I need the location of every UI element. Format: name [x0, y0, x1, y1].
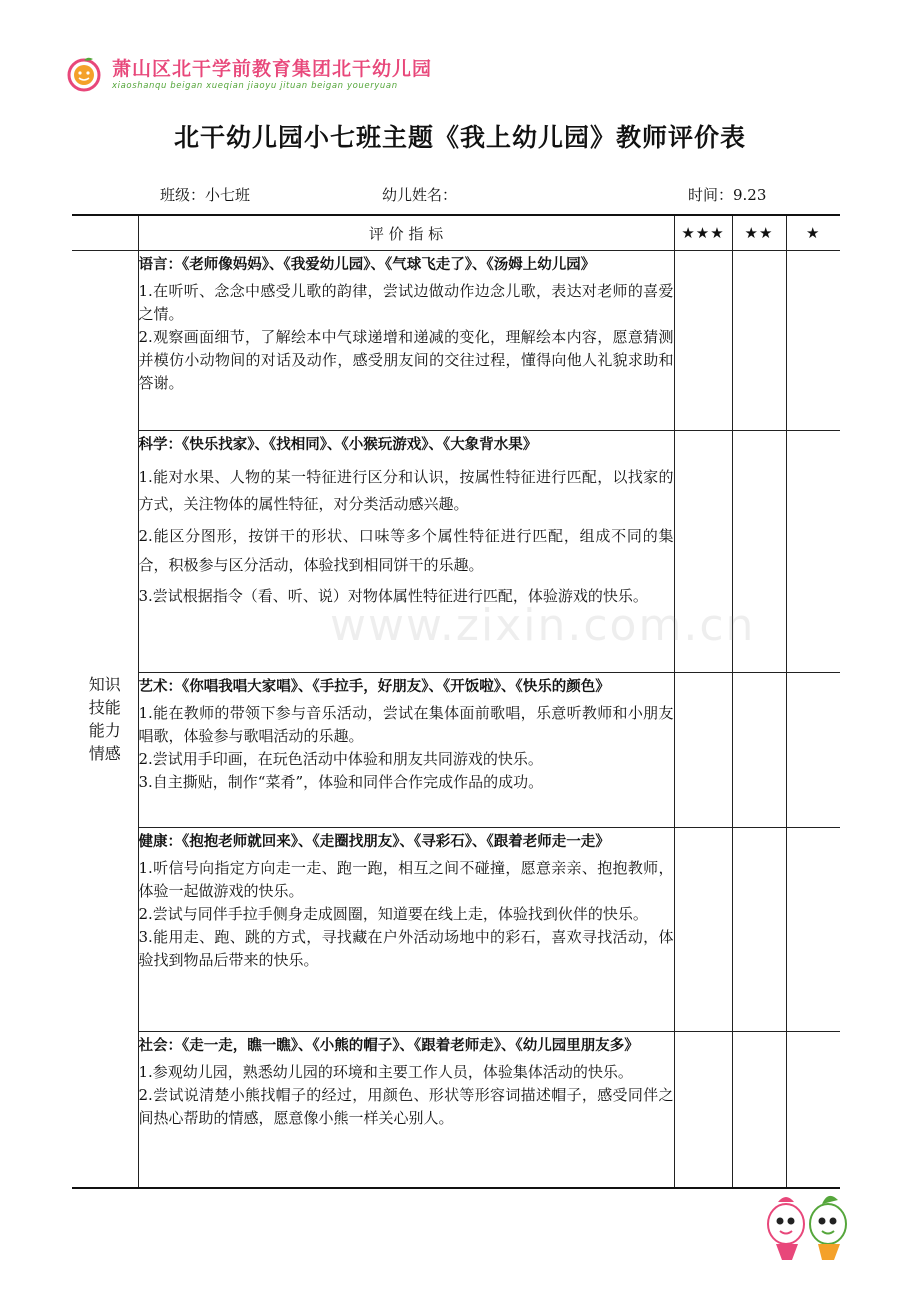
org-name: 萧山区北干学前教育集团北干幼儿园	[112, 58, 433, 80]
header-blank-cell	[72, 215, 138, 251]
rating-cell-2[interactable]	[732, 251, 786, 431]
time-label: 时间：9.23	[688, 186, 767, 204]
rating-cell-2[interactable]	[732, 828, 786, 1032]
indicator-header: 评 价 指 标	[138, 215, 674, 251]
rating-cell-3[interactable]	[674, 673, 732, 828]
indicator-item: 2.观察画面细节，了解绘本中气球递增和递减的变化，理解绘本内容，愿意猜测并模仿小动物间的对话及动作，感受朋友间的交往过程，懂得向他人礼貌求助和答谢。	[138, 328, 674, 392]
indicator-item: 1.听信号向指定方向走一走、跑一跑，相互之间不碰撞，愿意亲亲、抱抱教师，体验一起做游戏的快乐。	[138, 859, 674, 900]
rating-cell-2[interactable]	[732, 673, 786, 828]
indicator-cell	[138, 673, 674, 828]
indicator-cell	[138, 431, 674, 673]
indicator-item: 3.自主撕贴，制作“菜肴”，体验和同伴合作完成作品的成功。	[138, 773, 544, 791]
subject-heading: 艺术：《你唱我唱大家唱》、《手拉手，好朋友》、《开饭啦》、《快乐的颜色》	[138, 679, 610, 695]
indicator-item: 1.参观幼儿园，熟悉幼儿园的环境和主要工作人员，体验集体活动的快乐。	[138, 1063, 633, 1081]
side-label-line: 能力	[88, 720, 121, 740]
two-star-header: ★★	[732, 215, 786, 251]
indicator-item: 2.尝试与同伴手拉手侧身走成圆圈，知道要在线上走，体验找到伙伴的快乐。	[138, 905, 648, 923]
rating-cell-1[interactable]	[786, 1032, 840, 1188]
page-title: 北干幼儿园小七班主题《我上幼儿园》教师评价表	[173, 123, 746, 152]
indicator-item: 2.能区分图形，按饼干的形状、口味等多个属性特征进行匹配，组成不同的集合，积极参与区分活动，体验找到相同饼干的乐趣。	[138, 527, 674, 574]
rating-cell-3[interactable]	[674, 1032, 732, 1188]
side-label-line: 技能	[88, 697, 121, 717]
rating-cell-1[interactable]	[786, 673, 840, 828]
evaluation-table	[72, 214, 840, 1189]
three-star-header: ★★★	[674, 215, 732, 251]
subject-heading: 健康：《抱抱老师就回来》、《走圈找朋友》、《寻彩石》、《跟着老师走一走》	[138, 834, 610, 850]
rating-cell-1[interactable]	[786, 828, 840, 1032]
subject-heading: 社会：《走一走，瞧一瞧》、《小熊的帽子》、《跟着老师走》、《幼儿园里朋友多》	[138, 1038, 639, 1054]
org-pinyin: xiaoshanqu beigan xueqian jiaoyu jituan beigan youeryuan	[112, 81, 398, 91]
one-star-header: ★	[786, 215, 840, 251]
rating-cell-2[interactable]	[732, 431, 786, 673]
indicator-item: 2.尝试用手印画，在玩色活动中体验和朋友共同游戏的快乐。	[138, 750, 543, 768]
indicator-item: 1.在听听、念念中感受儿歌的韵律，尝试边做动作边念儿歌，表达对老师的喜爱之情。	[138, 282, 674, 323]
rating-cell-2[interactable]	[732, 1032, 786, 1188]
subject-heading: 科学：《快乐找家》、《找相同》、《小猴玩游戏》、《大象背水果》	[138, 437, 538, 453]
indicator-item: 1.能在教师的带领下参与音乐活动，尝试在集体面前歌唱，乐意听教师和小朋友唱歌，体验参与歌唱活动的乐趣。	[138, 704, 674, 745]
rating-cell-3[interactable]	[674, 828, 732, 1032]
side-label-line: 情感	[88, 743, 121, 763]
indicator-item: 1.能对水果、人物的某一特征进行区分和认识，按属性特征进行匹配，以找家的方式，关注物体的属性特征，对分类活动感兴趣。	[138, 468, 674, 513]
watermark: www.zixin.com.cn	[330, 600, 756, 651]
school-logo	[66, 52, 446, 96]
indicator-item: 3.能用走、跑、跳的方式，寻找藏在户外活动场地中的彩石，喜欢寻找活动，体验找到物品后带来的快乐。	[138, 928, 674, 969]
child-name-label: 幼儿姓名：	[382, 186, 458, 204]
table-header-row	[72, 215, 840, 251]
apple-logo-icon	[66, 56, 102, 92]
table-row	[72, 1032, 840, 1188]
fruit-mascots-icon	[758, 1188, 858, 1268]
side-label-line: 知识	[88, 674, 121, 694]
side-category-label	[72, 251, 138, 1188]
subject-heading: 语言：《老师像妈妈》、《我爱幼儿园》、《气球飞走了》、《汤姆上幼儿园》	[138, 257, 596, 273]
rating-cell-1[interactable]	[786, 251, 840, 431]
rating-cell-3[interactable]	[674, 431, 732, 673]
indicator-cell	[138, 251, 674, 431]
indicator-item: 3.尝试根据指令（看、听、说）对物体属性特征进行匹配，体验游戏的快乐。	[138, 587, 648, 605]
indicator-item: 2.尝试说清楚小熊找帽子的经过，用颜色、形状等形容词描述帽子，感受同伴之间热心帮助的情感，愿意像小熊一样关心别人。	[138, 1086, 674, 1127]
rating-cell-1[interactable]	[786, 431, 840, 673]
class-label: 班级：小七班	[160, 186, 251, 204]
rating-cell-3[interactable]	[674, 251, 732, 431]
indicator-cell	[138, 828, 674, 1032]
table-row	[72, 431, 840, 673]
table-row	[72, 673, 840, 828]
indicator-cell	[138, 1032, 674, 1188]
table-row	[72, 251, 840, 431]
table-row	[72, 828, 840, 1032]
